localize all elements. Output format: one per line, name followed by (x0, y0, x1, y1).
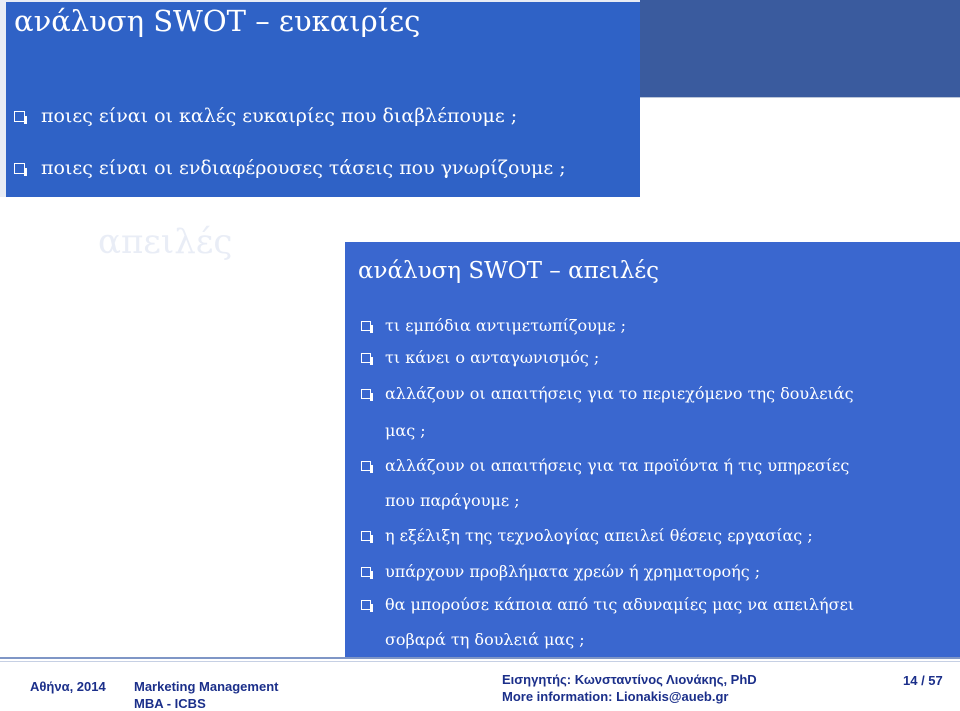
opportunity-text: ποιες είναι οι καλές ευκαιρίες που διαβλέπουμε ; (41, 105, 518, 127)
footer-speaker: Εισηγητής: Κωνσταντίνος Λιονάκης, PhD (502, 672, 757, 687)
footer-divider-thin (0, 661, 960, 662)
checkbox-bullet-icon (14, 163, 25, 174)
threat-item (361, 562, 760, 581)
checkbox-bullet-icon (361, 531, 371, 541)
threat-text: τι κάνει ο ανταγωνισμός ; (385, 348, 600, 367)
threat-item (361, 348, 599, 367)
threat-text-continuation: μας ; (385, 421, 426, 440)
checkbox-bullet-icon (361, 600, 371, 610)
threats-title: ανάλυση SWOT – απειλές (358, 258, 660, 284)
threat-text: θα μπορούσε κάποια από τις αδυναμίες μας να απειλήσει (385, 595, 855, 614)
footer-program: MBA - ICBS (134, 696, 206, 711)
opportunity-item (14, 105, 517, 127)
header-divider (640, 97, 960, 98)
checkbox-bullet-icon (361, 389, 371, 399)
footer-place-year: Αθήνα, 2014 (30, 679, 106, 694)
opportunities-panel (0, 0, 640, 197)
threats-panel (345, 242, 960, 657)
footer-contact: More information: Lionakis@aueb.gr (502, 689, 729, 704)
threat-text: αλλάζουν οι απαιτήσεις για τα προϊόντα ή τις υπηρεσίες (385, 456, 850, 475)
threat-item (361, 316, 626, 335)
threat-text-continuation: σοβαρά τη δουλειά μας ; (385, 630, 585, 649)
background-faded-text: απειλές (98, 222, 233, 262)
checkbox-bullet-icon (361, 321, 371, 331)
page-number: 14 / 57 (903, 673, 943, 688)
footer-divider (0, 657, 960, 659)
threat-item (361, 595, 854, 614)
footer-course: Marketing Management (134, 679, 279, 694)
opportunity-text: ποιες είναι οι ενδιαφέρουσες τάσεις που γνωρίζουμε ; (41, 157, 566, 179)
threat-item (361, 384, 854, 403)
threat-text: αλλάζουν οι απαιτήσεις για το περιεχόμενο της δουλειάς (385, 384, 854, 403)
threat-text: υπάρχουν προβλήματα χρεών ή χρηματοροής ; (385, 562, 761, 581)
opportunity-item (14, 157, 566, 179)
threat-item (361, 526, 813, 545)
threat-text: η εξέλιξη της τεχνολογίας απειλεί θέσεις εργασίας ; (385, 526, 813, 545)
checkbox-bullet-icon (361, 353, 371, 363)
threat-text: τι εμπόδια αντιμετωπίζουμε ; (385, 316, 627, 335)
threat-text-continuation: που παράγουμε ; (385, 491, 520, 510)
checkbox-bullet-icon (14, 111, 25, 122)
header-dark-block (640, 0, 960, 97)
checkbox-bullet-icon (361, 567, 371, 577)
opportunities-title: ανάλυση SWOT – ευκαιρίες (14, 4, 421, 38)
checkbox-bullet-icon (361, 461, 371, 471)
threat-item (361, 456, 849, 475)
